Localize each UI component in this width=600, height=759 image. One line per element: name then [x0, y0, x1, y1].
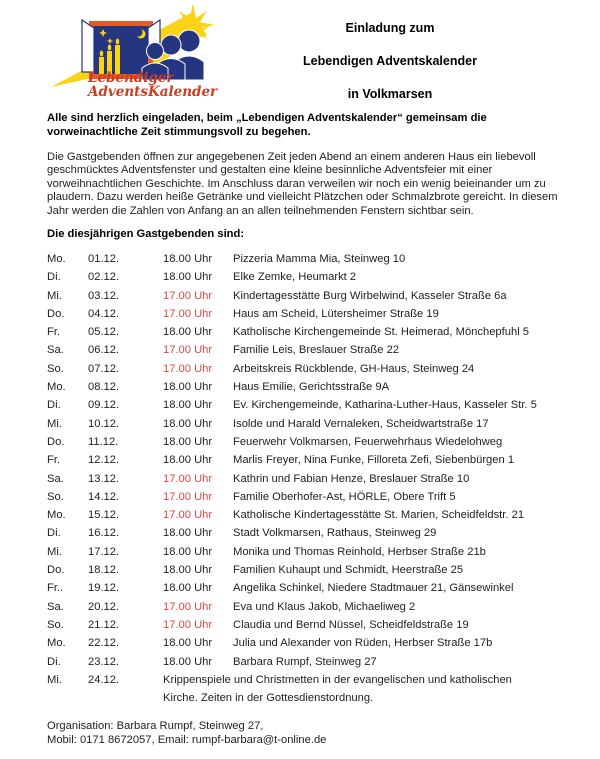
day-cell: Fr.. [47, 582, 64, 595]
day-cell: Do. [47, 307, 65, 320]
host-cell: Familie Oberhofer-Ast, HÖRLE, Obere Trift 5 [233, 490, 456, 503]
logo-wordmark-line1: Lebendiger [88, 70, 174, 86]
day-cell: So. [47, 618, 64, 631]
date-cell: 02.12. [88, 271, 120, 284]
date-cell: 18.12. [88, 564, 120, 577]
time-cell: 17.00 Uhr [163, 307, 213, 320]
host-cell: Feuerwehr Volkmarsen, Feuerwehrhaus Wiedelohweg [233, 435, 503, 448]
date-cell: 06.12. [88, 344, 120, 357]
host-cell: Monika und Thomas Reinhold, Herbser Straße 21b [233, 545, 486, 558]
schedule-row [47, 341, 577, 359]
host-cell: Angelika Schinkel, Niedere Stadtmauer 21, Gänsewinkel [233, 582, 514, 595]
schedule-row [47, 451, 577, 469]
time-cell: 18.00 Uhr [163, 454, 213, 467]
host-cell: Isolde und Harald Vernaleken, Scheidwartstraße 17 [233, 417, 489, 430]
time-cell: 18.00 Uhr [163, 326, 213, 339]
day-cell: Mi. [47, 289, 62, 302]
date-cell: 23.12. [88, 655, 120, 668]
day-cell: Mo. [47, 381, 66, 394]
time-cell: 18.00 Uhr [163, 527, 213, 540]
time-cell: 17.00 Uhr [163, 618, 213, 631]
schedule-row [47, 561, 577, 579]
candle-flame-icon [108, 45, 112, 51]
schedule-row [47, 543, 577, 561]
day-cell: Sa. [47, 472, 64, 485]
time-cell: 17.00 Uhr [163, 362, 213, 375]
day-cell: Mo. [47, 637, 66, 650]
time-cell: 17.00 Uhr [163, 490, 213, 503]
advent-calendar-logo [43, 5, 243, 105]
host-cell: Marlis Freyer, Nina Funke, Filloreta Zefi, Siebenbürgen 1 [233, 454, 515, 467]
schedule-row [47, 305, 577, 323]
title-line-2: Lebendigen Adventskalender [303, 54, 477, 68]
day-cell: Do. [47, 435, 65, 448]
day-cell: Mi. [47, 417, 62, 430]
host-cell: Krippenspiele und Christmetten in der evangelischen und katholischen Kirche. Zeiten in der Gottesdienstordnung. [163, 673, 512, 705]
time-cell: 17.00 Uhr [163, 509, 213, 522]
description-paragraph: Die Gastgebenden öffnen zur angegebenen Zeit jeden Abend an einem anderen Haus ein liebevoll geschmücktes Adventsfenster und gestalten eine kleine besinnliche Adventsfeier mit einer vorweihnachtlichen Geschichte. Im Anschluss daran verweilen wir noch ein wenig beieinander um zu plaudern. Dazu werden heiße Getränke und vielleicht Plätzchen oder Schmalzbrote gereicht. In diesem Jahr werden die Zahlen von Anfang an an allen teilnehmenden Fenstern sichtbar sein. [47, 151, 558, 217]
time-cell: 18.00 Uhr [163, 564, 213, 577]
schedule-row [47, 268, 577, 286]
time-cell: 18.00 Uhr [163, 399, 213, 412]
time-cell: 18.00 Uhr [163, 435, 213, 448]
date-cell: 16.12. [88, 527, 120, 540]
date-cell: 13.12. [88, 472, 120, 485]
schedule-row [47, 378, 577, 396]
schedule-row [47, 488, 577, 506]
host-cell: Haus am Scheid, Lütersheimer Straße 19 [233, 307, 439, 320]
host-cell: Eva und Klaus Jakob, Michaeliweg 2 [233, 600, 416, 613]
host-cell: Claudia und Bernd Nüssel, Scheidfeldstraße 19 [233, 618, 469, 631]
time-cell: 18.00 Uhr [163, 381, 213, 394]
date-cell: 14.12. [88, 490, 120, 503]
day-cell: Sa. [47, 344, 64, 357]
schedule-row [47, 524, 577, 542]
time-cell: 18.00 Uhr [163, 655, 213, 668]
date-cell: 19.12. [88, 582, 120, 595]
date-cell: 05.12. [88, 326, 120, 339]
date-cell: 12.12. [88, 454, 120, 467]
day-cell: Mo. [47, 253, 66, 265]
time-cell: 18.00 Uhr [163, 582, 213, 595]
host-cell: Familien Kuhaupt und Schmidt, Heerstraße 25 [233, 564, 464, 577]
time-cell: 17.00 Uhr [163, 600, 213, 613]
day-cell: So. [47, 490, 64, 503]
date-cell: 24.12. [88, 673, 120, 686]
date-cell: 20.12. [88, 600, 120, 613]
time-cell: 18.00 Uhr [163, 545, 213, 558]
schedule-row [47, 433, 577, 451]
schedule-row [47, 415, 577, 433]
host-cell: Kathrin und Fabian Henze, Breslauer Straße 10 [233, 472, 470, 485]
date-cell: 04.12. [88, 307, 120, 320]
schedule-row [47, 579, 577, 597]
schedule-row [47, 250, 577, 268]
organizer-line: Organisation: Barbara Rumpf, Steinweg 27, [47, 720, 264, 732]
day-cell: Di. [47, 271, 61, 284]
schedule-row [47, 506, 577, 524]
host-cell: Arbeitskreis Rückblende, GH-Haus, Steinweg 24 [233, 362, 475, 375]
host-cell: Familie Leis, Breslauer Straße 22 [233, 344, 400, 357]
date-cell: 03.12. [88, 289, 120, 302]
schedule-row [47, 653, 577, 671]
schedule-row [47, 598, 577, 616]
day-cell: Di. [47, 655, 61, 668]
date-cell: 01.12. [88, 253, 120, 265]
schedule-row [47, 323, 577, 341]
logo-wordmark-line2: AdventsKalender [88, 84, 218, 100]
day-cell: Do. [47, 564, 65, 577]
schedule-row [47, 616, 577, 634]
host-cell: Kindertagesstätte Burg Wirbelwind, Kasseler Straße 6a [233, 289, 507, 302]
schedule-row [47, 634, 577, 652]
intro-bold-paragraph: Alle sind herzlich eingeladen, beim „Lebendigen Adventskalender“ gemeinsam die vorweinachtliche Zeit stimmungsvoll zu begehen. [47, 112, 487, 138]
schedule-row [47, 396, 577, 414]
day-cell: Mi. [47, 673, 62, 686]
host-cell: Katholische Kindertagesstätte St. Marien, Scheidfeldstr. 21 [233, 509, 525, 522]
time-cell: 17.00 Uhr [163, 289, 213, 302]
schedule-row [47, 671, 577, 708]
day-cell: Fr. [47, 454, 61, 467]
date-cell: 10.12. [88, 417, 120, 430]
host-cell: Ev. Kirchengemeinde, Katharina-Luther-Haus, Kasseler Str. 5 [233, 399, 537, 412]
organizer-contact [47, 720, 326, 747]
day-cell: Mo. [47, 509, 66, 522]
date-cell: 21.12. [88, 618, 120, 631]
time-cell: 17.00 Uhr [163, 344, 213, 357]
schedule-row [47, 287, 577, 305]
title-line-3: in Volkmarsen [347, 87, 433, 101]
day-cell: Fr. [47, 326, 61, 339]
schedule-table [47, 250, 577, 707]
schedule-row [47, 360, 577, 378]
host-cell: Barbara Rumpf, Steinweg 27 [233, 655, 377, 668]
day-cell: So. [47, 362, 64, 375]
day-cell: Sa. [47, 600, 64, 613]
title-line-1: Einladung zum [345, 21, 435, 35]
left-shutter-icon [82, 20, 94, 72]
time-cell: 18.00 Uhr [163, 417, 213, 430]
date-cell: 07.12. [88, 362, 120, 375]
candle-flame-icon [116, 39, 120, 45]
host-cell: Katholische Kirchengemeinde St. Heimerad, Mönchepfuhl 5 [233, 326, 530, 339]
host-cell: Elke Zemke, Heumarkt 2 [233, 271, 357, 284]
logo-wordmark [88, 71, 217, 99]
host-cell: Julia und Alexander von Rüden, Herbser Straße 17b [233, 637, 493, 650]
date-cell: 17.12. [88, 545, 120, 558]
date-cell: 15.12. [88, 509, 120, 522]
time-cell: 17.00 Uhr [163, 472, 213, 485]
host-cell: Stadt Volkmarsen, Rathaus, Steinweg 29 [233, 527, 437, 540]
candle-flame-icon [100, 51, 104, 57]
day-cell: Di. [47, 399, 61, 412]
day-cell: Mi. [47, 545, 62, 558]
organizer-contact-line: Mobil: 0171 8672057, Email: rumpf-barbara@t-online.de [47, 733, 327, 746]
day-cell: Di. [47, 527, 61, 540]
time-cell: 18.00 Uhr [163, 253, 213, 265]
hosts-heading: Die diesjährigen Gastgebenden sind: [47, 228, 245, 240]
time-cell: 18.00 Uhr [163, 271, 213, 284]
host-cell: Pizzeria Mamma Mia, Steinweg 10 [233, 253, 406, 265]
date-cell: 09.12. [88, 399, 120, 412]
time-cell: 18.00 Uhr [163, 637, 213, 650]
date-cell: 11.12. [88, 435, 119, 448]
host-cell: Haus Emilie, Gerichtsstraße 9A [233, 381, 390, 394]
moon-cutout [135, 29, 143, 37]
date-cell: 08.12. [88, 381, 120, 394]
date-cell: 22.12. [88, 637, 120, 650]
schedule-row [47, 470, 577, 488]
